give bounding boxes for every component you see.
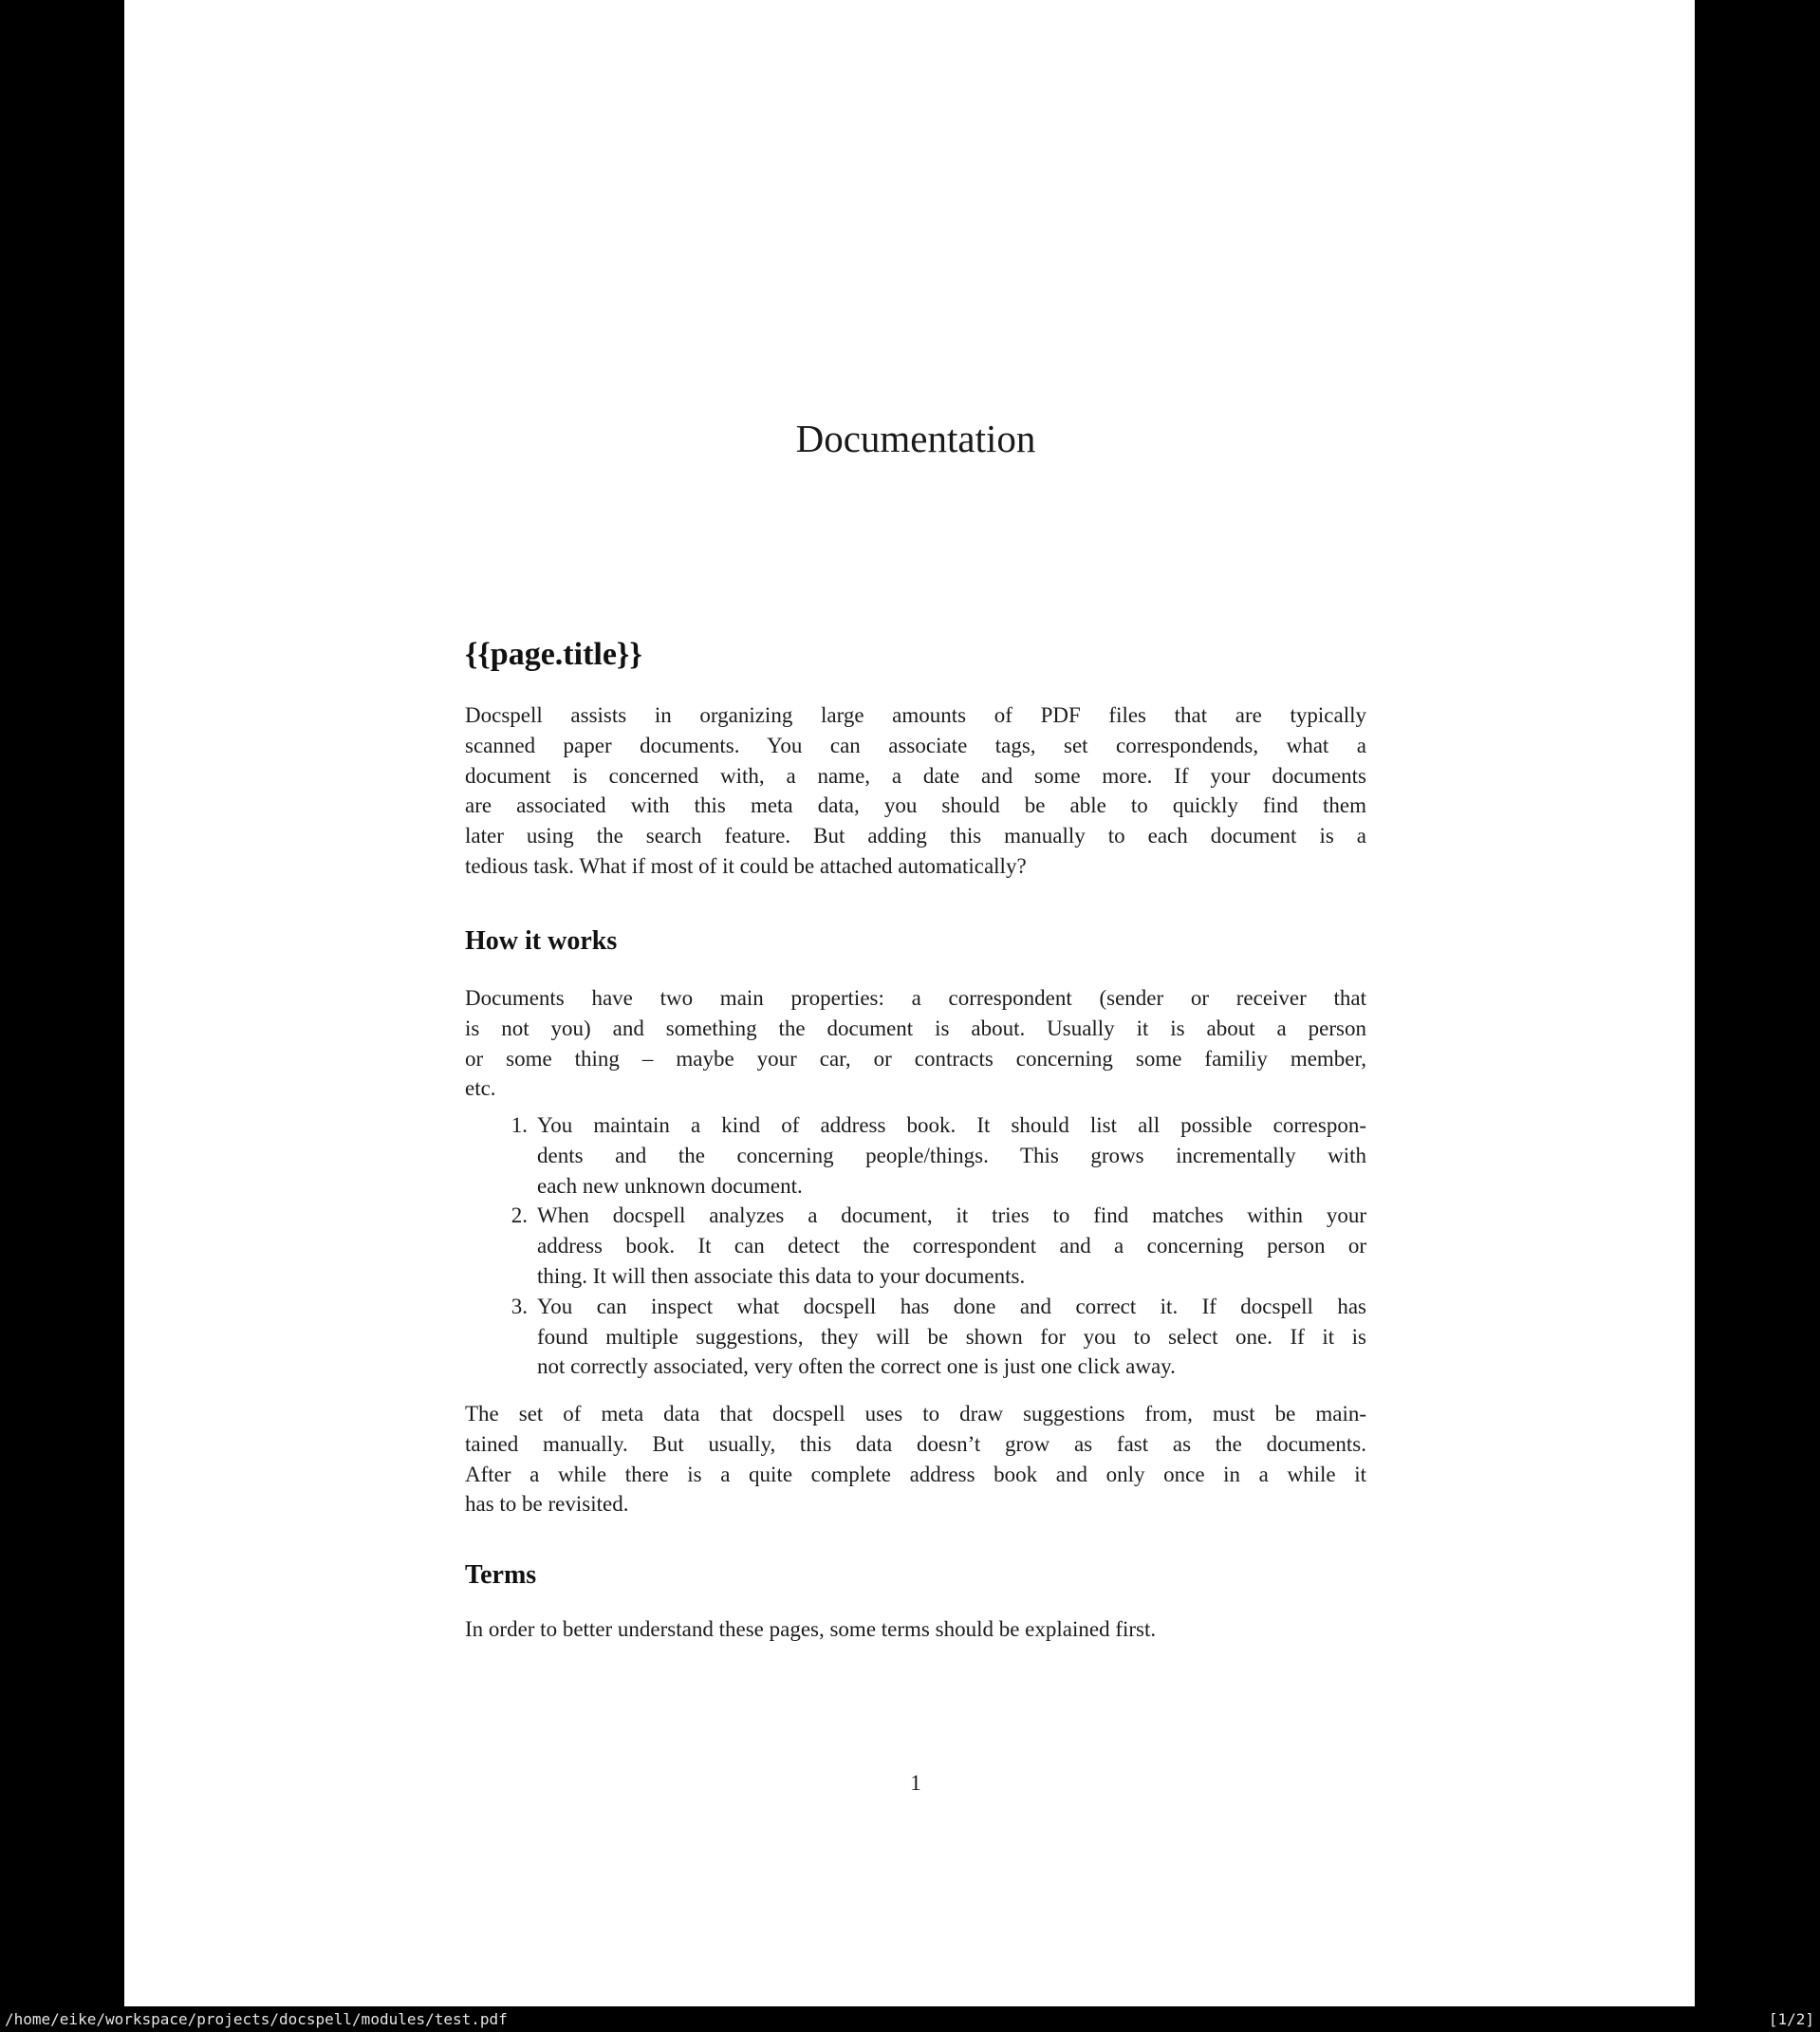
pdf-page[interactable] <box>124 0 1695 2006</box>
paragraph-line: etc. <box>465 1076 496 1101</box>
numbered-list <box>465 1110 1366 1382</box>
list-item <box>465 1292 1366 1382</box>
list-item <box>465 1110 1366 1201</box>
paragraph-line: document is concerned with, a name, a date and some more. If your documents <box>465 763 1366 788</box>
statusbar-file-path: /home/eike/workspace/projects/docspell/modules/test.pdf <box>5 2010 508 2028</box>
paragraph-line: Docspell assists in organizing large amounts of PDF files that are typically <box>465 703 1366 727</box>
list-item-line: not correctly associated, very often the correct one is just one click away. <box>537 1354 1176 1379</box>
list-item-line: each new unknown document. <box>537 1173 803 1198</box>
paragraph-line: In order to better understand these pages, some terms should be explained first. <box>465 1617 1157 1641</box>
paragraph-line: tained manually. But usually, this data doesn’t grow as fast as the documents. <box>465 1431 1366 1456</box>
how-it-works-paragraph <box>465 983 1366 1104</box>
main-heading: {{page.title}} <box>465 637 642 672</box>
list-item-line: thing. It will then associate this data to your documents. <box>537 1263 1026 1288</box>
list-item-line: found multiple suggestions, they will be shown for you to select one. If it is <box>537 1324 1366 1349</box>
page-number: 1 <box>910 1771 921 1795</box>
paragraph-line: scanned paper documents. You can associate tags, set correspondends, what a <box>465 733 1366 757</box>
paragraph-line: After a while there is a quite complete address book and only once in a while it <box>465 1462 1366 1486</box>
list-item-number: 1. <box>511 1113 528 1137</box>
section-heading-terms: Terms <box>465 1560 537 1590</box>
list-item-line: dents and the concerning people/things. This grows incrementally with <box>537 1143 1366 1167</box>
list-item-number: 2. <box>511 1203 528 1228</box>
terms-paragraph <box>465 1614 1366 1645</box>
list-item-line: You can inspect what docspell has done and correct it. If docspell has <box>537 1294 1366 1318</box>
closing-paragraph <box>465 1399 1366 1519</box>
paragraph-line: has to be revisited. <box>465 1492 629 1517</box>
document-title: Documentation <box>795 417 1036 460</box>
paragraph-line: is not you) and something the document is about. Usually it is about a person <box>465 1016 1366 1040</box>
list-item-line: You maintain a kind of address book. It should list all possible correspon- <box>537 1113 1366 1137</box>
list-item <box>465 1201 1366 1291</box>
paragraph-line: later using the search feature. But adding this manually to each document is a <box>465 824 1366 848</box>
paragraph-line: The set of meta data that docspell uses to draw suggestions from, must be main- <box>465 1402 1366 1426</box>
paragraph-line: Documents have two main properties: a correspondent (sender or receiver that <box>465 986 1366 1010</box>
list-item-line: address book. It can detect the correspondent and a concerning person or <box>537 1234 1366 1258</box>
list-item-number: 3. <box>511 1294 528 1318</box>
section-heading-how-it-works: How it works <box>465 926 618 956</box>
paragraph-line: are associated with this meta data, you should be able to quickly find them <box>465 793 1366 818</box>
intro-paragraph <box>465 700 1366 882</box>
list-item-line: When docspell analyzes a document, it tries to find matches within your <box>537 1203 1366 1228</box>
paragraph-line: or some thing – maybe your car, or contracts concerning some familiy member, <box>465 1046 1366 1071</box>
statusbar-page-indicator: [1/2] <box>1768 2010 1814 2028</box>
statusbar <box>0 2006 1820 2032</box>
paragraph-line: tedious task. What if most of it could be attached automatically? <box>465 853 1027 878</box>
